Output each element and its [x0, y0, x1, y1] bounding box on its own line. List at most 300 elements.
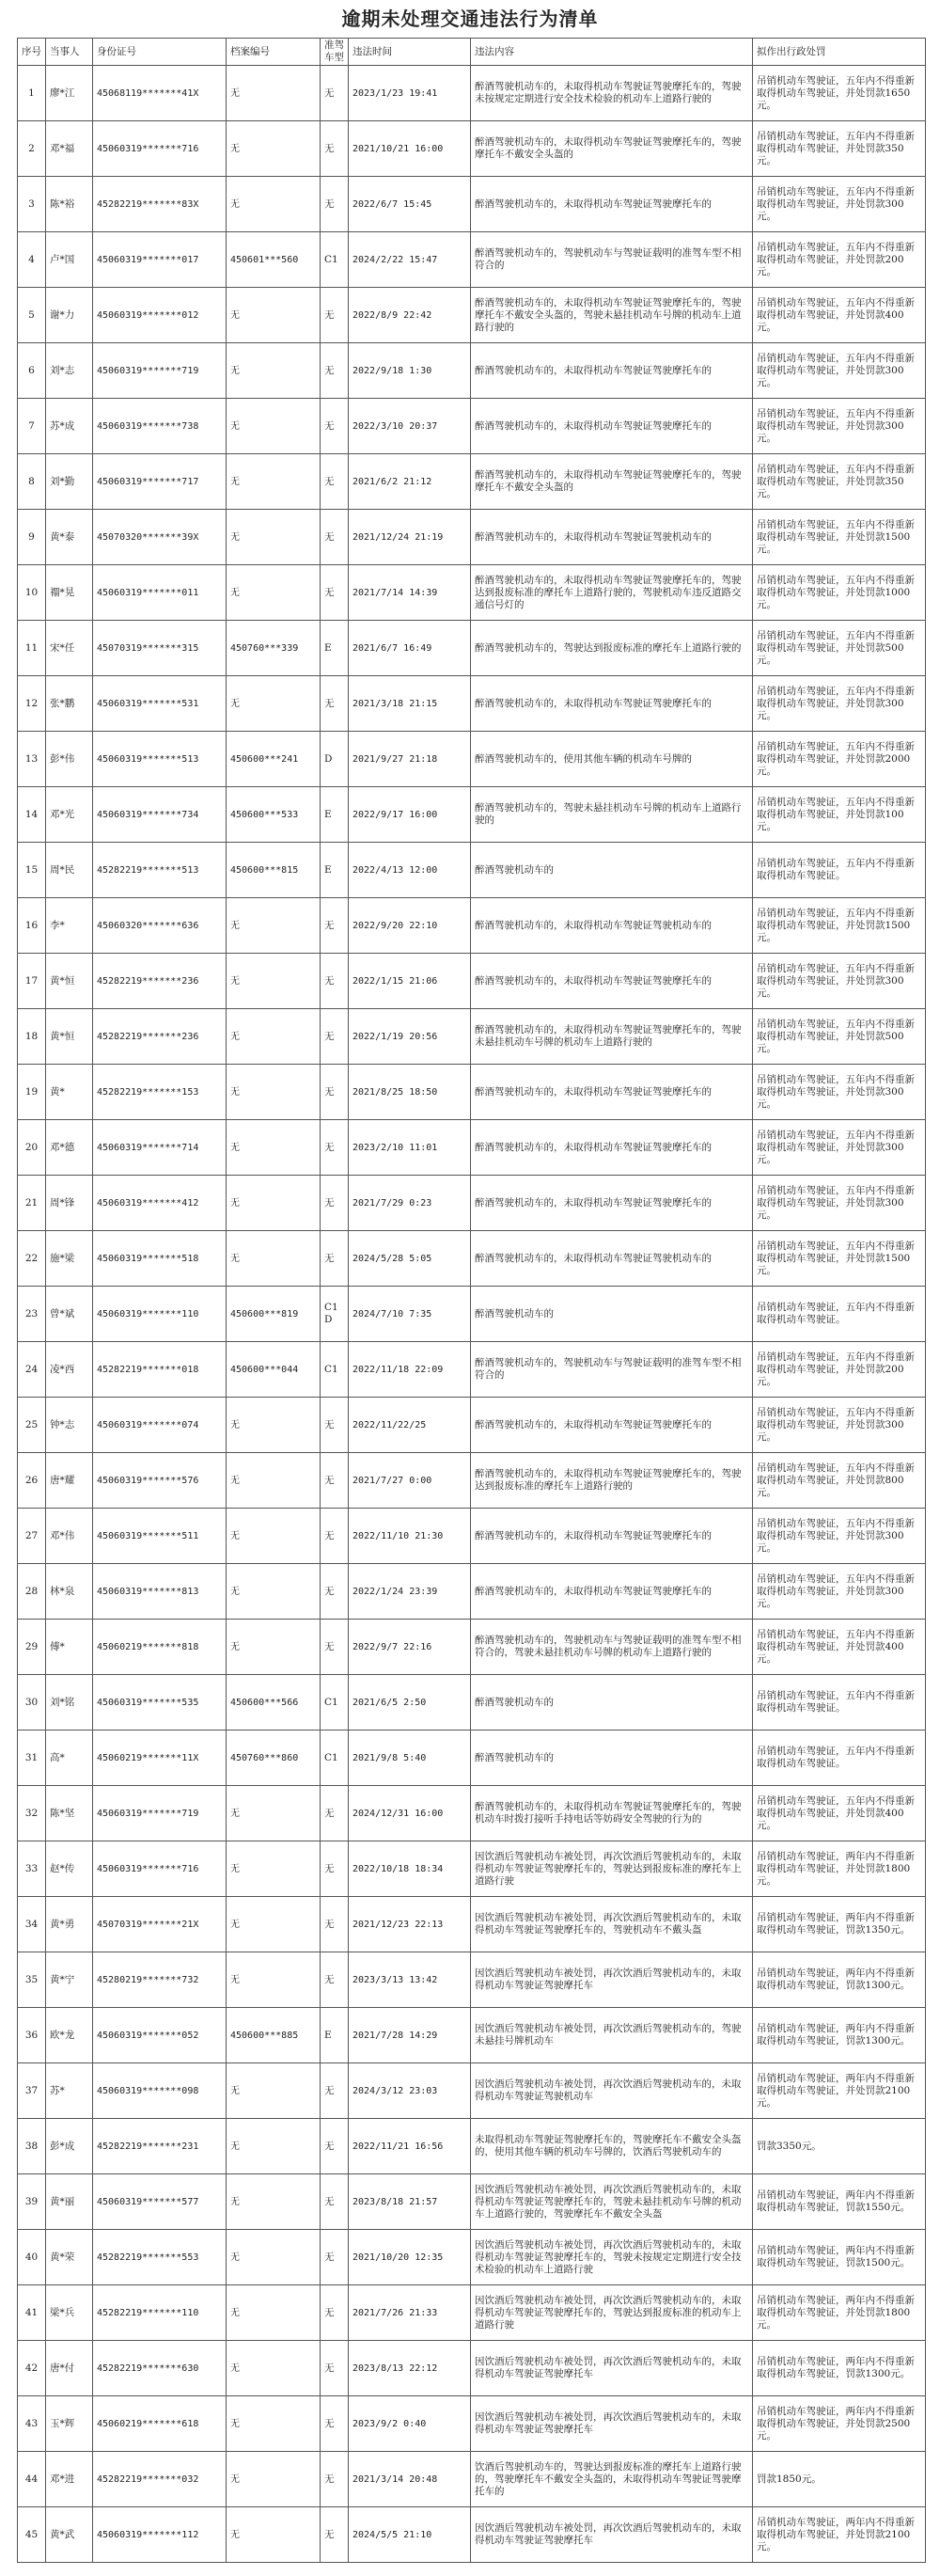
cell-party: 黄*泰 — [46, 510, 93, 565]
cell-car: 无 — [321, 121, 349, 177]
cell-content: 醉酒驾驶机动车的 — [471, 1731, 753, 1786]
cell-seq: 40 — [18, 2230, 46, 2285]
cell-file: 无 — [227, 2174, 321, 2230]
cell-file: 无 — [227, 1509, 321, 1564]
cell-seq: 26 — [18, 1453, 46, 1509]
table-row — [18, 2396, 926, 2452]
cell-content: 醉酒驾驶机动车的，未取得机动车驾驶证驾驶摩托车的 — [471, 343, 753, 399]
cell-car: E — [321, 843, 349, 898]
cell-content: 醉酒驾驶机动车的，未取得机动车驾驶证驾驶摩托车的 — [471, 399, 753, 454]
cell-party: 凌*西 — [46, 1342, 93, 1398]
cell-penalty: 吊销机动车驾驶证，五年内不得重新取得机动车驾驶证，并处罚款300元。 — [753, 1564, 926, 1620]
cell-file: 无 — [227, 1952, 321, 2008]
cell-car: 无 — [321, 898, 349, 954]
cell-file: 无 — [227, 399, 321, 454]
cell-car: 无 — [321, 2063, 349, 2119]
cell-file: 450600***533 — [227, 787, 321, 843]
cell-seq: 22 — [18, 1231, 46, 1287]
cell-content: 醉酒驾驶机动车的，未取得机动车驾驶证驾驶机动车的 — [471, 510, 753, 565]
cell-content: 饮酒后驾驶机动车的，驾驶达到报废标准的摩托车上道路行驶的，驾驶摩托车不戴安全头盔的，未取得机动车驾驶证驾驶摩托车的 — [471, 2452, 753, 2507]
cell-penalty: 吊销机动车驾驶证，五年内不得重新取得机动车驾驶证，并处罚款300元。 — [753, 177, 926, 232]
cell-car: 无 — [321, 1841, 349, 1897]
table-row — [18, 1231, 926, 1287]
cell-file: 无 — [227, 1453, 321, 1509]
cell-car: C1 — [321, 1342, 349, 1398]
cell-penalty: 吊销机动车驾驶证，五年内不得重新取得机动车驾驶证。 — [753, 1675, 926, 1731]
cell-idno: 45060319*******717 — [93, 454, 227, 510]
cell-time: 2021/7/28 14:29 — [349, 2008, 471, 2063]
cell-penalty: 吊销机动车驾驶证，五年内不得重新取得机动车驾驶证，并处罚款400元。 — [753, 288, 926, 343]
cell-file: 无 — [227, 1398, 321, 1453]
cell-car: 无 — [321, 2230, 349, 2285]
cell-time: 2023/8/13 22:12 — [349, 2341, 471, 2396]
cell-car: C1 — [321, 232, 349, 288]
cell-time: 2022/6/7 15:45 — [349, 177, 471, 232]
cell-seq: 23 — [18, 1287, 46, 1342]
cell-file: 无 — [227, 2063, 321, 2119]
cell-content: 醉酒驾驶机动车的，未取得机动车驾驶证驾驶摩托车的 — [471, 1176, 753, 1231]
table-row — [18, 732, 926, 787]
cell-idno: 45060319*******017 — [93, 232, 227, 288]
table-row — [18, 1065, 926, 1120]
cell-seq: 33 — [18, 1841, 46, 1897]
cell-time: 2022/10/18 18:34 — [349, 1841, 471, 1897]
cell-car: 无 — [321, 1065, 349, 1120]
table-row — [18, 454, 926, 510]
cell-content: 醉酒驾驶机动车的，未取得机动车驾驶证驾驶摩托车的 — [471, 177, 753, 232]
cell-time: 2022/4/13 12:00 — [349, 843, 471, 898]
table-row — [18, 1509, 926, 1564]
table-row — [18, 2063, 926, 2119]
cell-seq: 14 — [18, 787, 46, 843]
cell-seq: 34 — [18, 1897, 46, 1952]
cell-file: 无 — [227, 2285, 321, 2341]
header-file: 档案编号 — [227, 39, 321, 66]
cell-party: 邓*光 — [46, 787, 93, 843]
cell-time: 2021/6/5 2:50 — [349, 1675, 471, 1731]
cell-penalty: 吊销机动车驾驶证，五年内不得重新取得机动车驾驶证，并处罚款500元。 — [753, 621, 926, 676]
cell-penalty: 吊销机动车驾驶证，五年内不得重新取得机动车驾驶证，并处罚款1500元。 — [753, 1231, 926, 1287]
cell-content: 醉酒驾驶机动车的，未取得机动车驾驶证驾驶摩托车的 — [471, 1120, 753, 1176]
cell-idno: 45282219*******83X — [93, 177, 227, 232]
cell-party: 欧*龙 — [46, 2008, 93, 2063]
cell-penalty: 吊销机动车驾驶证，五年内不得重新取得机动车驾驶证，并处罚款300元。 — [753, 399, 926, 454]
cell-file: 无 — [227, 1065, 321, 1120]
cell-car: 无 — [321, 1120, 349, 1176]
cell-penalty: 吊销机动车驾驶证，两年内不得重新取得机动车驾驶证，并处罚款1800元。 — [753, 2285, 926, 2341]
cell-time: 2023/1/23 19:41 — [349, 66, 471, 121]
cell-file: 无 — [227, 1620, 321, 1675]
table-row — [18, 787, 926, 843]
cell-file: 无 — [227, 2396, 321, 2452]
cell-idno: 45060319*******813 — [93, 1564, 227, 1620]
cell-file: 无 — [227, 2230, 321, 2285]
cell-idno: 45068119*******41X — [93, 66, 227, 121]
cell-file: 450600***241 — [227, 732, 321, 787]
cell-seq: 32 — [18, 1786, 46, 1841]
cell-time: 2022/1/24 23:39 — [349, 1564, 471, 1620]
cell-idno: 45060319*******719 — [93, 343, 227, 399]
cell-file: 无 — [227, 1231, 321, 1287]
cell-file: 450600***819 — [227, 1287, 321, 1342]
cell-idno: 45070319*******21X — [93, 1897, 227, 1952]
cell-idno: 45060219*******618 — [93, 2396, 227, 2452]
cell-file: 无 — [227, 1564, 321, 1620]
table-row — [18, 1841, 926, 1897]
cell-time: 2022/9/17 16:00 — [349, 787, 471, 843]
cell-party: 黄*荣 — [46, 2230, 93, 2285]
cell-idno: 45060319*******535 — [93, 1675, 227, 1731]
cell-seq: 8 — [18, 454, 46, 510]
cell-content: 醉酒驾驶机动车的，未取得机动车驾驶证驾驶摩托车的，驾驶未按规定定期进行安全技术检验的机动车上道路行驶的 — [471, 66, 753, 121]
cell-seq: 3 — [18, 177, 46, 232]
cell-time: 2021/6/7 16:49 — [349, 621, 471, 676]
cell-party: 卢*国 — [46, 232, 93, 288]
table-row — [18, 1675, 926, 1731]
cell-party: 黄*丽 — [46, 2174, 93, 2230]
cell-car: 无 — [321, 177, 349, 232]
cell-seq: 18 — [18, 1009, 46, 1065]
cell-car: C1 — [321, 1731, 349, 1786]
cell-time: 2022/1/15 21:06 — [349, 954, 471, 1009]
cell-idno: 45060319*******052 — [93, 2008, 227, 2063]
table-row — [18, 1952, 926, 2008]
cell-seq: 38 — [18, 2119, 46, 2174]
cell-content: 醉酒驾驶机动车的，未取得机动车驾驶证驾驶摩托车的，驾驶未悬挂机动车号牌的机动车上道路行驶的 — [471, 1009, 753, 1065]
table-row — [18, 1731, 926, 1786]
cell-penalty: 吊销机动车驾驶证，五年内不得重新取得机动车驾驶证，并处罚款1500元。 — [753, 510, 926, 565]
header-content: 违法内容 — [471, 39, 753, 66]
violations-table — [17, 38, 926, 2563]
cell-car: 无 — [321, 288, 349, 343]
cell-party: 唐*耀 — [46, 1453, 93, 1509]
cell-idno: 45060319*******577 — [93, 2174, 227, 2230]
cell-file: 无 — [227, 1786, 321, 1841]
cell-penalty: 吊销机动车驾驶证，五年内不得重新取得机动车驾驶证，并处罚款300元。 — [753, 1509, 926, 1564]
cell-content: 因饮酒后驾驶机动车被处罚，再次饮酒后驾驶机动车的，未取得机动车驾驶证驾驶机动车 — [471, 2063, 753, 2119]
table-row — [18, 343, 926, 399]
cell-file: 450760***860 — [227, 1731, 321, 1786]
cell-file: 无 — [227, 343, 321, 399]
cell-penalty: 吊销机动车驾驶证，五年内不得重新取得机动车驾驶证，并处罚款400元。 — [753, 1620, 926, 1675]
cell-time: 2022/9/7 22:16 — [349, 1620, 471, 1675]
cell-seq: 12 — [18, 676, 46, 732]
cell-party: 黄*宁 — [46, 1952, 93, 2008]
cell-time: 2021/12/24 21:19 — [349, 510, 471, 565]
cell-car: 无 — [321, 1176, 349, 1231]
cell-penalty: 吊销机动车驾驶证，五年内不得重新取得机动车驾驶证，并处罚款200元。 — [753, 1342, 926, 1398]
cell-car: E — [321, 621, 349, 676]
cell-seq: 17 — [18, 954, 46, 1009]
cell-party: 傅* — [46, 1620, 93, 1675]
cell-seq: 25 — [18, 1398, 46, 1453]
cell-penalty: 吊销机动车驾驶证，两年内不得重新取得机动车驾驶证，罚款1300元。 — [753, 2341, 926, 2396]
cell-file: 无 — [227, 288, 321, 343]
cell-car: 无 — [321, 1231, 349, 1287]
cell-time: 2022/11/18 22:09 — [349, 1342, 471, 1398]
cell-content: 醉酒驾驶机动车的，未取得机动车驾驶证驾驶摩托车的 — [471, 1065, 753, 1120]
table-row — [18, 66, 926, 121]
cell-file: 无 — [227, 1120, 321, 1176]
cell-party: 彭*成 — [46, 2119, 93, 2174]
cell-penalty: 吊销机动车驾驶证，五年内不得重新取得机动车驾驶证，并处罚款1500元。 — [753, 898, 926, 954]
cell-party: 高* — [46, 1731, 93, 1786]
header-idno: 身份证号 — [93, 39, 227, 66]
cell-car: 无 — [321, 1453, 349, 1509]
cell-penalty: 吊销机动车驾驶证，两年内不得重新取得机动车驾驶证，罚款1500元。 — [753, 2230, 926, 2285]
cell-seq: 4 — [18, 232, 46, 288]
cell-file: 无 — [227, 1176, 321, 1231]
cell-party: 宋*任 — [46, 621, 93, 676]
cell-content: 醉酒驾驶机动车的，驾驶达到报废标准的摩托车上道路行驶的 — [471, 621, 753, 676]
cell-car: 无 — [321, 2452, 349, 2507]
cell-file: 450760***339 — [227, 621, 321, 676]
header-penalty: 拟作出行政处罚 — [753, 39, 926, 66]
cell-car: 无 — [321, 954, 349, 1009]
cell-seq: 5 — [18, 288, 46, 343]
cell-penalty: 吊销机动车驾驶证，五年内不得重新取得机动车驾驶证，并处罚款300元。 — [753, 343, 926, 399]
cell-seq: 9 — [18, 510, 46, 565]
cell-car: 无 — [321, 676, 349, 732]
cell-car: D — [321, 732, 349, 787]
document-title: 逾期未处理交通违法行为清单 — [341, 8, 599, 30]
cell-file: 无 — [227, 565, 321, 621]
cell-time: 2022/11/10 21:30 — [349, 1509, 471, 1564]
table-row — [18, 510, 926, 565]
cell-content: 醉酒驾驶机动车的，未取得机动车驾驶证驾驶摩托车的，驾驶达到报废标准的摩托车上道路行驶的 — [471, 1453, 753, 1509]
cell-time: 2024/5/5 21:10 — [349, 2507, 471, 2563]
cell-content: 醉酒驾驶机动车的，驾驶未悬挂机动车号牌的机动车上道路行驶的 — [471, 787, 753, 843]
header-party: 当事人 — [46, 39, 93, 66]
cell-party: 李* — [46, 898, 93, 954]
cell-content: 因饮酒后驾驶机动车被处罚，再次饮酒后驾驶机动车的，未取得机动车驾驶证驾驶摩托车的，驾驶未悬挂机动车号牌的机动车上道路行驶的，驾驶摩托车不戴安全头盔 — [471, 2174, 753, 2230]
cell-file: 450600***044 — [227, 1342, 321, 1398]
cell-seq: 20 — [18, 1120, 46, 1176]
cell-time: 2022/8/9 22:42 — [349, 288, 471, 343]
cell-car: 无 — [321, 1786, 349, 1841]
cell-time: 2022/3/10 20:37 — [349, 399, 471, 454]
cell-penalty: 吊销机动车驾驶证，五年内不得重新取得机动车驾驶证，并处罚款350元。 — [753, 121, 926, 177]
cell-idno: 45060319*******719 — [93, 1786, 227, 1841]
cell-idno: 45282219*******236 — [93, 1009, 227, 1065]
cell-penalty: 吊销机动车驾驶证，五年内不得重新取得机动车驾驶证，并处罚款350元。 — [753, 454, 926, 510]
cell-file: 无 — [227, 1841, 321, 1897]
cell-car: 无 — [321, 2119, 349, 2174]
cell-file: 无 — [227, 66, 321, 121]
cell-party: 周*锋 — [46, 1176, 93, 1231]
cell-penalty: 吊销机动车驾驶证，两年内不得重新取得机动车驾驶证，并处罚款2500元。 — [753, 2396, 926, 2452]
cell-file: 无 — [227, 954, 321, 1009]
cell-content: 醉酒驾驶机动车的，使用其他车辆的机动车号牌的 — [471, 732, 753, 787]
cell-content: 醉酒驾驶机动车的，驾驶机动车与驾驶证载明的准驾车型不相符合的 — [471, 1342, 753, 1398]
cell-content: 醉酒驾驶机动车的，未取得机动车驾驶证驾驶摩托车的，驾驶摩托车不戴安全头盔的 — [471, 121, 753, 177]
table-row — [18, 565, 926, 621]
cell-idno: 45060319*******511 — [93, 1509, 227, 1564]
table-row — [18, 2230, 926, 2285]
cell-time: 2024/3/12 23:03 — [349, 2063, 471, 2119]
cell-party: 黄*勇 — [46, 1897, 93, 1952]
cell-idno: 45060319*******576 — [93, 1453, 227, 1509]
cell-file: 无 — [227, 2119, 321, 2174]
cell-penalty: 吊销机动车驾驶证，两年内不得重新取得机动车驾驶证，罚款1350元。 — [753, 1897, 926, 1952]
cell-car: 无 — [321, 565, 349, 621]
cell-party: 苏*成 — [46, 399, 93, 454]
cell-car: 无 — [321, 510, 349, 565]
cell-content: 醉酒驾驶机动车的 — [471, 1675, 753, 1731]
cell-time: 2021/7/27 0:00 — [349, 1453, 471, 1509]
cell-content: 因饮酒后驾驶机动车被处罚，再次饮酒后驾驶机动车的，未取得机动车驾驶证驾驶摩托车的，驾驶机动车不戴头盔 — [471, 1897, 753, 1952]
cell-content: 醉酒驾驶机动车的，未取得机动车驾驶证驾驶摩托车的，驾驶机动车时拨打接听手持电话等妨碍安全驾驶的行为的 — [471, 1786, 753, 1841]
cell-seq: 41 — [18, 2285, 46, 2341]
table-row — [18, 288, 926, 343]
cell-idno: 45060219*******818 — [93, 1620, 227, 1675]
cell-file: 无 — [227, 510, 321, 565]
cell-idno: 45070319*******315 — [93, 621, 227, 676]
cell-seq: 42 — [18, 2341, 46, 2396]
cell-car: 无 — [321, 1564, 349, 1620]
cell-idno: 45282219*******231 — [93, 2119, 227, 2174]
cell-file: 无 — [227, 2452, 321, 2507]
cell-seq: 7 — [18, 399, 46, 454]
cell-content: 醉酒驾驶机动车的，未取得机动车驾驶证驾驶机动车的 — [471, 898, 753, 954]
cell-seq: 36 — [18, 2008, 46, 2063]
cell-party: 邓*德 — [46, 1120, 93, 1176]
cell-car: 无 — [321, 66, 349, 121]
cell-idno: 45060319*******714 — [93, 1120, 227, 1176]
cell-idno: 45282219*******032 — [93, 2452, 227, 2507]
cell-time: 2021/10/20 12:35 — [349, 2230, 471, 2285]
cell-content: 因饮酒后驾驶机动车被处罚，再次饮酒后驾驶机动车的，未取得机动车驾驶证驾驶摩托车的，驾驶达到报废标准的摩托车上道路行驶 — [471, 1841, 753, 1897]
cell-penalty: 吊销机动车驾驶证，两年内不得重新取得机动车驾驶证，罚款1550元。 — [753, 2174, 926, 2230]
cell-time: 2022/9/20 22:10 — [349, 898, 471, 954]
cell-car: 无 — [321, 2174, 349, 2230]
cell-seq: 1 — [18, 66, 46, 121]
cell-idno: 45060320*******636 — [93, 898, 227, 954]
cell-car: 无 — [321, 1509, 349, 1564]
cell-penalty: 吊销机动车驾驶证，两年内不得重新取得机动车驾驶证，并处罚款2100元。 — [753, 2063, 926, 2119]
cell-time: 2021/3/14 20:48 — [349, 2452, 471, 2507]
cell-time: 2021/9/27 21:18 — [349, 732, 471, 787]
cell-content: 因饮酒后驾驶机动车被处罚，再次饮酒后驾驶机动车的，未取得机动车驾驶证驾驶摩托车 — [471, 2341, 753, 2396]
cell-penalty: 吊销机动车驾驶证，五年内不得重新取得机动车驾驶证。 — [753, 1287, 926, 1342]
cell-file: 450600***566 — [227, 1675, 321, 1731]
cell-idno: 45060319*******011 — [93, 565, 227, 621]
cell-party: 陈*坚 — [46, 1786, 93, 1841]
cell-party: 刘*铭 — [46, 1675, 93, 1731]
cell-time: 2024/5/28 5:05 — [349, 1231, 471, 1287]
cell-penalty: 吊销机动车驾驶证，两年内不得重新取得机动车驾驶证，并处罚款2100元。 — [753, 2507, 926, 2563]
cell-car: 无 — [321, 2507, 349, 2563]
cell-seq: 45 — [18, 2507, 46, 2563]
table-row — [18, 1564, 926, 1620]
cell-penalty: 吊销机动车驾驶证，五年内不得重新取得机动车驾驶证。 — [753, 1731, 926, 1786]
cell-time: 2022/1/19 20:56 — [349, 1009, 471, 1065]
cell-car: C1D — [321, 1287, 349, 1342]
cell-seq: 35 — [18, 1952, 46, 2008]
cell-file: 无 — [227, 177, 321, 232]
cell-seq: 39 — [18, 2174, 46, 2230]
cell-seq: 16 — [18, 898, 46, 954]
cell-time: 2021/8/25 18:50 — [349, 1065, 471, 1120]
cell-file: 无 — [227, 898, 321, 954]
cell-idno: 45060319*******012 — [93, 288, 227, 343]
cell-party: 施*梁 — [46, 1231, 93, 1287]
cell-file: 无 — [227, 454, 321, 510]
cell-file: 无 — [227, 2341, 321, 2396]
cell-idno: 45282219*******153 — [93, 1065, 227, 1120]
cell-party: 玉*辉 — [46, 2396, 93, 2452]
cell-idno: 45060319*******098 — [93, 2063, 227, 2119]
table-row — [18, 2341, 926, 2396]
cell-content: 因饮酒后驾驶机动车被处罚，再次饮酒后驾驶机动车的，未取得机动车驾驶证驾驶摩托车 — [471, 1952, 753, 2008]
cell-idno: 45060319*******734 — [93, 787, 227, 843]
cell-car: E — [321, 2008, 349, 2063]
cell-penalty: 吊销机动车驾驶证，五年内不得重新取得机动车驾驶证，并处罚款300元。 — [753, 676, 926, 732]
cell-content: 醉酒驾驶机动车的，未取得机动车驾驶证驾驶机动车的 — [471, 1231, 753, 1287]
cell-car: 无 — [321, 343, 349, 399]
cell-penalty: 吊销机动车驾驶证，五年内不得重新取得机动车驾驶证，并处罚款300元。 — [753, 954, 926, 1009]
table-row — [18, 1120, 926, 1176]
cell-idno: 45060319*******531 — [93, 676, 227, 732]
cell-content: 醉酒驾驶机动车的，未取得机动车驾驶证驾驶摩托车的，驾驶摩托车不戴安全头盔的，驾驶未悬挂机动车号牌的机动车上道路行驶的 — [471, 288, 753, 343]
cell-time: 2022/11/22/25 — [349, 1398, 471, 1453]
table-row — [18, 2174, 926, 2230]
cell-time: 2023/3/13 13:42 — [349, 1952, 471, 2008]
cell-party: 黄*恒 — [46, 1009, 93, 1065]
cell-idno: 45280219*******732 — [93, 1952, 227, 2008]
table-row — [18, 843, 926, 898]
cell-content: 因饮酒后驾驶机动车被处罚，再次饮酒后驾驶机动车的，未取得机动车驾驶证驾驶摩托车 — [471, 2396, 753, 2452]
cell-car: E — [321, 787, 349, 843]
cell-car: 无 — [321, 1620, 349, 1675]
cell-content: 因饮酒后驾驶机动车被处罚，再次饮酒后驾驶机动车的，驾驶未悬挂号牌机动车 — [471, 2008, 753, 2063]
cell-content: 醉酒驾驶机动车的 — [471, 1287, 753, 1342]
cell-penalty: 吊销机动车驾驶证，五年内不得重新取得机动车驾驶证，并处罚款1650元。 — [753, 66, 926, 121]
cell-seq: 19 — [18, 1065, 46, 1120]
cell-party: 黄* — [46, 1065, 93, 1120]
cell-time: 2021/7/14 14:39 — [349, 565, 471, 621]
cell-party: 邓*进 — [46, 2452, 93, 2507]
cell-penalty: 吊销机动车驾驶证，五年内不得重新取得机动车驾驶证，并处罚款200元。 — [753, 232, 926, 288]
cell-penalty: 吊销机动车驾驶证，五年内不得重新取得机动车驾驶证，并处罚款800元。 — [753, 1453, 926, 1509]
cell-seq: 10 — [18, 565, 46, 621]
cell-file: 450600***885 — [227, 2008, 321, 2063]
table-header-row — [18, 39, 926, 66]
cell-idno: 45060319*******074 — [93, 1398, 227, 1453]
cell-penalty: 吊销机动车驾驶证，五年内不得重新取得机动车驾驶证。 — [753, 843, 926, 898]
cell-seq: 11 — [18, 621, 46, 676]
cell-penalty: 吊销机动车驾驶证，两年内不得重新取得机动车驾驶证，并处罚款1800元。 — [753, 1841, 926, 1897]
cell-idno: 45070320*******39X — [93, 510, 227, 565]
cell-party: 苏* — [46, 2063, 93, 2119]
cell-idno: 45282219*******018 — [93, 1342, 227, 1398]
cell-car: 无 — [321, 1897, 349, 1952]
cell-party: 唐*付 — [46, 2341, 93, 2396]
table-row — [18, 2285, 926, 2341]
cell-time: 2022/11/21 16:56 — [349, 2119, 471, 2174]
table-row — [18, 676, 926, 732]
cell-idno: 45282219*******236 — [93, 954, 227, 1009]
cell-penalty: 吊销机动车驾驶证，五年内不得重新取得机动车驾驶证，并处罚款500元。 — [753, 1009, 926, 1065]
cell-party: 廖*江 — [46, 66, 93, 121]
cell-party: 邓*伟 — [46, 1509, 93, 1564]
table-row — [18, 1786, 926, 1841]
cell-party: 张*鹏 — [46, 676, 93, 732]
cell-party: 黄*恒 — [46, 954, 93, 1009]
cell-idno: 45282219*******513 — [93, 843, 227, 898]
table-row — [18, 177, 926, 232]
cell-car: 无 — [321, 2341, 349, 2396]
